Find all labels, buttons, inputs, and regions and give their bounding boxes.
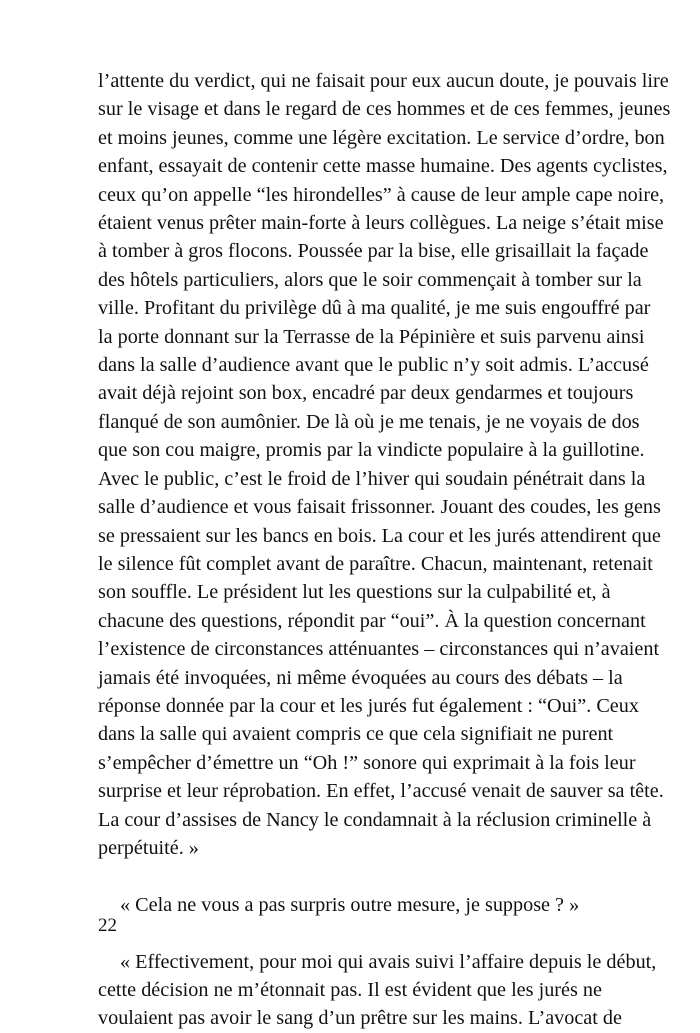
paragraph-3 <box>98 948 657 1033</box>
text-line: chacune des questions, répondit par “oui”. À la question concernant <box>98 609 646 632</box>
text-line: et moins jeunes, comme une légère excitation. Le service d’ordre, bon <box>98 126 665 149</box>
text-line: étaient venus prêter main-forte à leurs collègues. La neige s’était mise <box>98 212 664 235</box>
text-line: avait déjà rejoint son box, encadré par deux gendarmes et toujours <box>98 382 634 405</box>
text-line: l’existence de circonstances atténuantes – circonstances qui n’avaient <box>98 638 660 661</box>
text-line: l’attente du verdict, qui ne faisait pour eux aucun doute, je pouvais lire <box>98 70 669 92</box>
text-line: son souffle. Le président lut les questions sur la culpabilité et, à <box>98 581 611 604</box>
text-line: voulaient pas avoir le sang d’un prêtre sur les mains. L’avocat de <box>98 1007 622 1030</box>
text-line: que son cou maigre, promis par la vindicte populaire à la guillotine. <box>98 439 645 462</box>
text-line: « Effectivement, pour moi qui avais suivi l’affaire depuis le début, <box>120 950 657 973</box>
text-line: s’empêcher d’émettre un “Oh !” sonore qui exprimait à la fois leur <box>98 751 636 774</box>
text-line: se pressaient sur les bancs en bois. La cour et les jurés attendirent que <box>98 524 661 547</box>
text-line: « Cela ne vous a pas surpris outre mesure, je suppose ? » <box>120 893 580 916</box>
text-line: dans la salle qui avaient compris ce que cela signifiait ne purent <box>98 723 614 746</box>
text-line: la porte donnant sur la Terrasse de la Pépinière et suis parvenu ainsi <box>98 325 645 348</box>
text-line: réponse donnée par la cour et les jurés fut également : “Oui”. Ceux <box>98 694 639 717</box>
text-line: salle d’audience et vous faisait frissonner. Jouant des coudes, les gens <box>98 496 661 519</box>
paragraph-gap <box>98 919 602 947</box>
paragraph-2 <box>98 891 602 919</box>
text-line: surprise et leur réprobation. En effet, l’accusé venait de sauver sa tête. <box>98 780 664 803</box>
text-line: enfant, essayait de contenir cette masse humaine. Des agents cyclistes, <box>98 155 668 178</box>
text-line: le silence fût complet avant de paraître. Chacun, maintenant, retenait <box>98 552 653 575</box>
text-line: ceux qu’on appelle “les hirondelles” à cause de leur ample cape noire, <box>98 183 665 206</box>
paragraph-gap <box>98 862 602 890</box>
text-line: des hôtels particuliers, alors que le soir commençait à tomber sur la <box>98 268 642 291</box>
text-line: ville. Profitant du privilège dû à ma qualité, je me suis engouffré par <box>98 297 651 320</box>
text-line: perpétuité. » <box>98 836 199 859</box>
text-line: sur le visage et dans le regard de ces hommes et de ces femmes, jeunes <box>98 98 671 121</box>
text-line: Avec le public, c’est le froid de l’hiver qui soudain pénétrait dans la <box>98 467 646 490</box>
text-line: à tomber à gros flocons. Poussée par la bise, elle grisaillait la façade <box>98 240 649 263</box>
page-number: 22 <box>98 915 117 936</box>
body-text <box>98 67 671 1033</box>
text-line: cette décision ne m’étonnait pas. Il est évident que les jurés ne <box>98 978 602 1001</box>
text-line: flanqué de son aumônier. De là où je me tenais, je ne voyais de dos <box>98 410 640 433</box>
text-line: dans la salle d’audience avant que le public n’y soit admis. L’accusé <box>98 354 649 377</box>
paragraph-1 <box>98 67 671 862</box>
text-line: jamais été invoquées, ni même évoquées au cours des débats – la <box>98 666 623 689</box>
text-line: La cour d’assises de Nancy le condamnait à la réclusion criminelle à <box>98 808 652 831</box>
